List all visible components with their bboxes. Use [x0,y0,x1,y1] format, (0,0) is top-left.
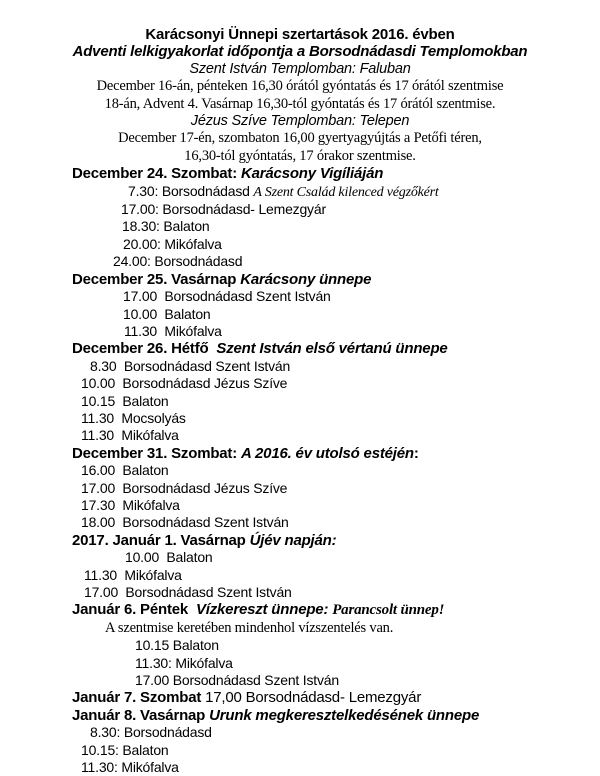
schedule-entry [0,742,600,759]
schedule-entry [0,480,600,497]
schedule-entry [0,375,600,392]
text-run: 11.30 Mocsolyás [81,409,186,426]
schedule-entry [0,358,600,375]
text-run: 16,30-tól gyóntatás, 17 órakor szentmise. [184,147,416,164]
section-heading [0,707,600,724]
text-run: December 24. Szombat: [72,165,241,183]
text-run: 18.00 Borsodnádasd Szent István [81,514,289,531]
schedule-entry [0,584,600,601]
text-run: 10.00 Balaton [125,549,213,566]
text-run: 24.00: Borsodnádasd [113,253,243,270]
text-run: 17.30 Mikófalva [81,496,180,513]
section-heading [0,271,600,288]
text-run: 17.00 Borsodnádasd Jézus Szíve [81,479,288,496]
text-run: 11.30 Mikófalva [81,427,179,444]
text-run: Urunk megkeresztelkedésének ünnepe [209,706,480,724]
intro-line [0,78,600,95]
section-heading [0,689,600,706]
text-run: : [413,444,419,462]
text-run: 17.00 Borsodnádasd Szent István [135,672,339,689]
text-run: 8.30 Borsodnádasd Szent István [90,357,291,374]
text-run: 10.15 Balaton [81,392,169,409]
text-run: 11.30 Mikófalva [84,566,182,583]
schedule-entry [0,514,600,531]
text-run: 17,00 Borsodnádasd- Lemezgyár [205,689,422,707]
text-run: 11.30: Mikófalva [135,654,233,671]
text-run: December 31. Szombat: [72,444,241,462]
text-run: 8.30: Borsodnádasd [90,724,212,741]
schedule-entry [0,724,600,741]
schedule-entry [0,462,600,479]
text-run: 10.00 Borsodnádasd Jézus Szíve [81,375,288,392]
schedule-entry [0,549,600,566]
schedule-entry [0,672,600,689]
text-run: 17.00: Borsodnádasd- Lemezgyár [121,201,326,218]
text-run: 17.00 Borsodnádasd Szent István [123,288,331,305]
text-run: 18-án, Advent 4. Vasárnap 16,30-tól gyóntatás és 17 órától szentmise. [104,95,496,112]
text-run: Karácsony Vigíliáján [241,165,384,183]
text-run: Január 7. Szombat [72,689,206,707]
text-run: Adventi lelkigyakorlat időpontja a Borsodnádasdi Templomokban [72,43,528,61]
schedule-entry [0,201,600,218]
schedule-entry [0,427,600,444]
section-heading [0,601,600,619]
text-run: December 16-án, pénteken 16,30 órától gyóntatás és 17 órától szentmise [96,78,504,95]
church-heading-faluban [0,61,600,78]
text-run: December 17-én, szombaton 16,00 gyertyagyújtás a Petőfi téren, [118,130,482,147]
text-run: 18.30: Balaton [122,218,210,235]
schedule-entry [0,497,600,514]
text-run: 7.30: Borsodnádasd [128,182,254,199]
text-run: Jézus Szíve Templomban: Telepen [190,113,410,130]
schedule-entry [0,236,600,253]
section-heading [0,445,600,462]
note-line [0,620,600,637]
text-run: 10.00 Balaton [123,305,211,322]
text-run: December 25. Vasárnap [72,270,241,288]
section-heading [0,165,600,182]
schedule-entry [0,637,600,654]
section-heading [0,340,600,357]
text-run: December 26. Hétfő [72,340,217,358]
text-run: 10.15: Balaton [81,741,169,758]
doc-subtitle [0,43,600,60]
text-run: 10.15 Balaton [135,637,219,654]
doc-title [0,26,600,43]
schedule-entry [0,288,600,305]
intro-line [0,148,600,165]
text-run: 2017. Január 1. Vasárnap [72,531,250,549]
schedule-entry [0,410,600,427]
section-heading [0,532,600,549]
text-run: 11.30: Mikófalva [81,759,179,776]
schedule-entry [0,183,600,201]
schedule-entry [0,218,600,235]
text-run: Szent István első vértanú ünnepe [216,340,448,358]
text-run: Karácsonyi Ünnepi szertartások 2016. évben [145,26,455,43]
text-run: A szentmise keretében mindenhol vízszentelés van. [105,619,394,636]
schedule-entry [0,306,600,323]
text-run: 16.00 Balaton [81,462,169,479]
schedule-entry [0,323,600,340]
text-run: 11.30 Mikófalva [124,322,222,339]
text-run: 17.00 Borsodnádasd Szent István [84,584,292,600]
text-run: Szent István Templomban: Faluban [189,60,411,77]
intro-line [0,96,600,113]
church-heading-telepen [0,113,600,130]
text-run: Vízkereszt ünnepe: [195,601,333,619]
text-run: Karácsony ünnepe [240,270,372,288]
schedule-entry [0,393,600,410]
text-run: Parancsolt ünnep! [332,602,445,619]
text-run: Január 8. Vasárnap [72,706,210,724]
text-run: Január 6. Péntek [72,601,196,619]
schedule-entry [0,253,600,270]
schedule-entry [0,655,600,672]
intro-line [0,130,600,147]
schedule-entry [0,567,600,584]
text-run: 20.00: Mikófalva [123,235,222,252]
text-run: A 2016. év utolsó estéjén [241,444,414,462]
schedule-entry [0,759,600,776]
text-run: Újév napján: [249,531,337,549]
text-run: A Szent Család kilenced végzőkért [253,184,439,200]
